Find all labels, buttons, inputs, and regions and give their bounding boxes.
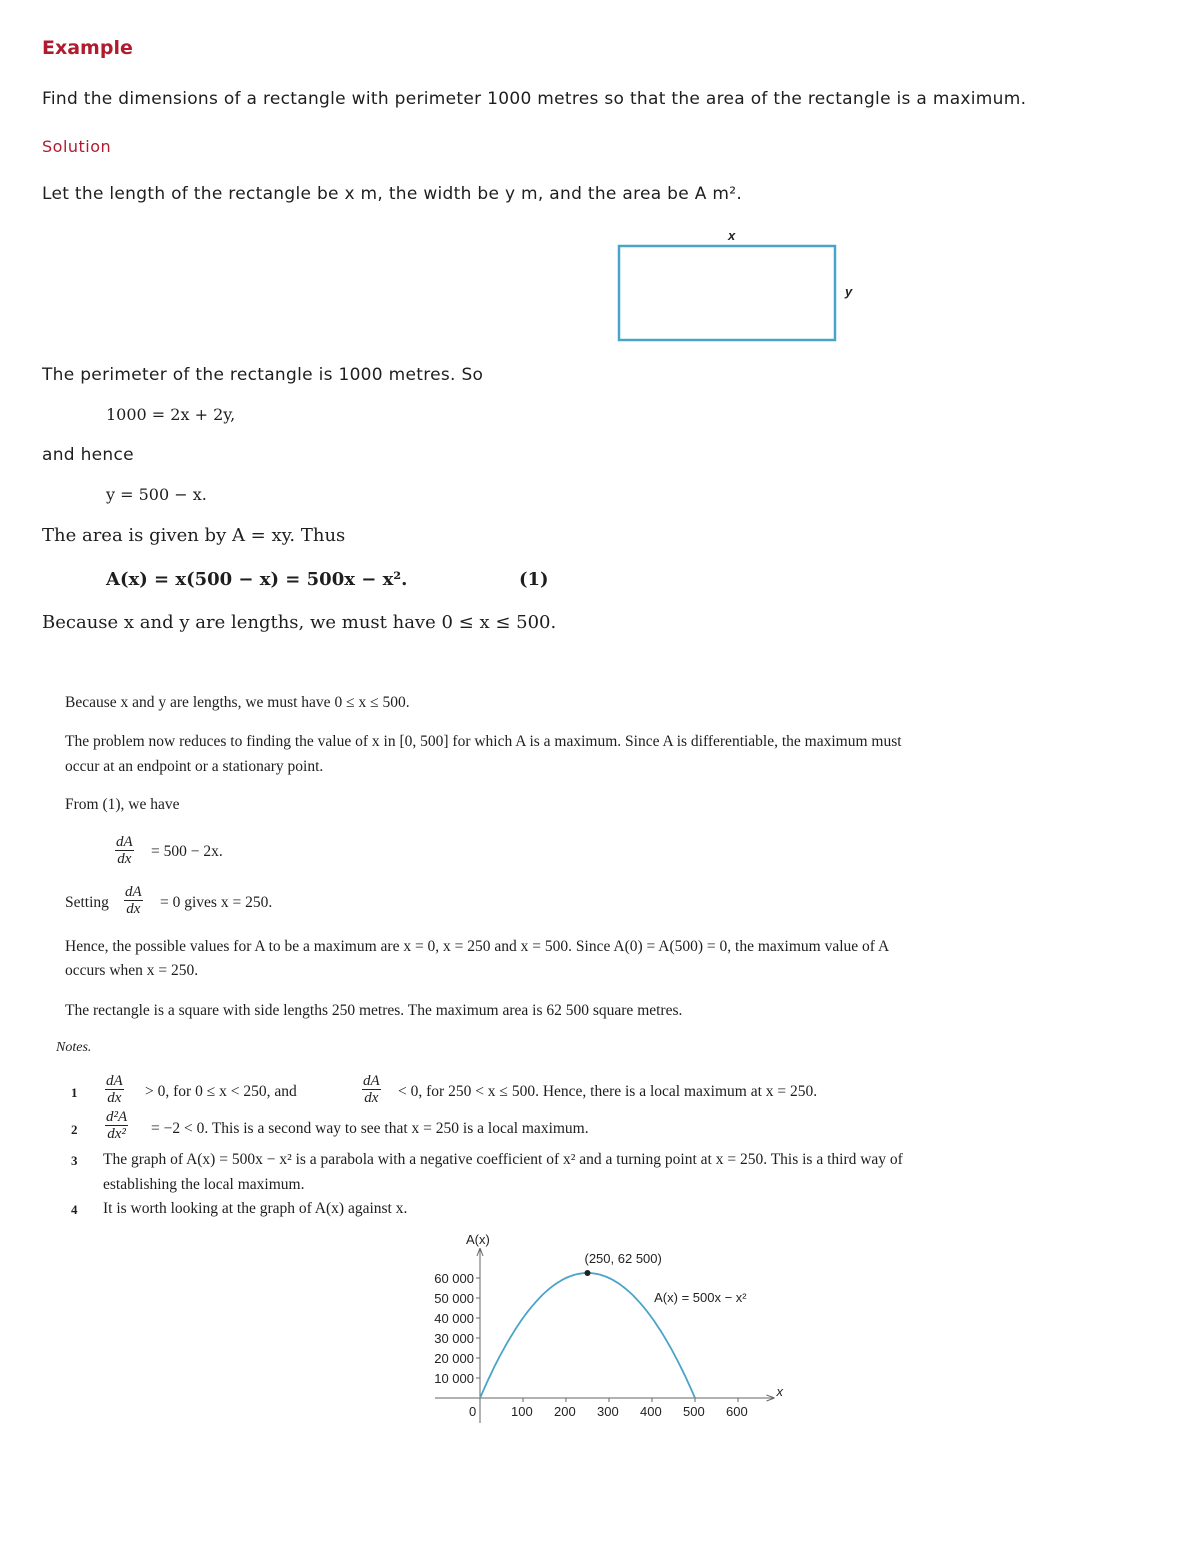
x-axis-label: x [776,1384,783,1399]
setting-denominator: dx [126,901,141,917]
x-tick-label: 400 [640,1404,662,1419]
derivative-rhs: = 500 − 2x. [151,843,223,860]
x-tick-label: 500 [683,1404,705,1419]
note-2-numerator: d²A [106,1109,128,1125]
rectangle-shape [619,246,835,340]
setting-text: Setting [65,894,109,911]
hence-line-2: occurs when x = 250. [65,962,199,979]
note-2-text: = −2 < 0. This is a second way to see that x = 250 is a local maximum. [151,1120,589,1137]
y-equation: y = 500 − x. [106,485,207,504]
note-1-fraction-a [105,1073,124,1106]
rectangle-diagram [600,222,880,352]
setting-numerator: dA [125,884,142,900]
y-tick-label: 40 000 [434,1311,474,1326]
perimeter-text: The perimeter of the rectangle is 1000 metres. So [42,365,484,385]
solution-label: Solution [42,137,112,156]
note-4-number: 4 [71,1202,78,1217]
note-1-denominator-a: dx [107,1090,122,1106]
and-hence-text: and hence [42,445,134,465]
area-text: The area is given by A = xy. Thus [42,525,346,546]
parabola-chart [400,1230,800,1440]
note-1-text-a: > 0, for 0 ≤ x < 250, and [145,1083,297,1100]
x-tick-label: 600 [726,1404,748,1419]
note-1-numerator-b: dA [363,1073,380,1089]
note-2-number: 2 [71,1122,78,1137]
function-label: A(x) = 500x − x² [654,1290,747,1305]
note-1-numerator-a: dA [106,1073,123,1089]
derivative-numerator: dA [116,834,133,850]
hence-line-1: Hence, the possible values for A to be a maximum are x = 0, x = 250 and x = 500. Since A(0) = A(500) = 0, the maximum value of A [65,938,890,955]
y-tick-label: 30 000 [434,1331,474,1346]
turning-point-marker [585,1270,591,1276]
setting-result: = 0 gives x = 250. [160,894,273,911]
example-heading: Example [42,37,133,59]
derivative-denominator: dx [117,851,132,867]
perimeter-equation: 1000 = 2x + 2y, [106,405,236,424]
diagram-y-label: y [845,284,853,299]
note-1-number: 1 [71,1085,78,1100]
y-axis-label: A(x) [466,1232,490,1247]
note-4-text: It is worth looking at the graph of A(x) against x. [103,1200,408,1217]
problem-reduces-line-2: occur at an endpoint or a stationary point. [65,758,324,775]
diagram-x-label: x [728,228,736,243]
note-3-number: 3 [71,1153,78,1168]
x-tick-label: 300 [597,1404,619,1419]
y-tick-label: 60 000 [434,1271,474,1286]
setting-fraction [124,884,143,917]
square-conclusion: The rectangle is a square with side lengths 250 metres. The maximum area is 62 500 square metres. [65,1002,683,1019]
derivative-fraction [115,834,134,867]
area-equation: A(x) = x(500 − x) = 500x − x². [106,569,408,590]
because-small: Because x and y are lengths, we must have 0 ≤ x ≤ 500. [65,694,410,711]
problem-reduces-line-1: The problem now reduces to finding the value of x in [0, 500] for which A is a maximum. Since A is differentiable, the maximum must [65,733,902,750]
note-3-line-1: The graph of A(x) = 500x − x² is a parabola with a negative coefficient of x² and a turning point at x = 250. This is a third way of [103,1151,903,1168]
x-tick-label: 200 [554,1404,576,1419]
note-3-line-2: establishing the local maximum. [103,1176,305,1193]
note-1-fraction-b [362,1073,381,1106]
note-2-denominator: dx² [107,1126,126,1142]
y-tick-label: 20 000 [434,1351,474,1366]
notes-label: Notes. [56,1040,92,1055]
because-large: Because x and y are lengths, we must have 0 ≤ x ≤ 500. [42,612,557,633]
area-equation-number: (1) [519,569,549,590]
note-1-denominator-b: dx [364,1090,379,1106]
turning-point-label: (250, 62 500) [584,1251,662,1266]
x-tick-label: 100 [511,1404,533,1419]
note-2-fraction [105,1109,128,1142]
intro-text: Let the length of the rectangle be x m, the width be y m, and the area be A m². [42,184,743,204]
note-1-text-b: < 0, for 250 < x ≤ 500. Hence, there is a local maximum at x = 250. [398,1083,818,1100]
problem-statement: Find the dimensions of a rectangle with perimeter 1000 metres so that the area of the rectangle is a maximum. [42,89,1027,109]
y-tick-label: 10 000 [434,1371,474,1386]
y-tick-label: 50 000 [434,1291,474,1306]
x-tick-label: 0 [469,1404,477,1419]
from-1-text: From (1), we have [65,796,180,813]
